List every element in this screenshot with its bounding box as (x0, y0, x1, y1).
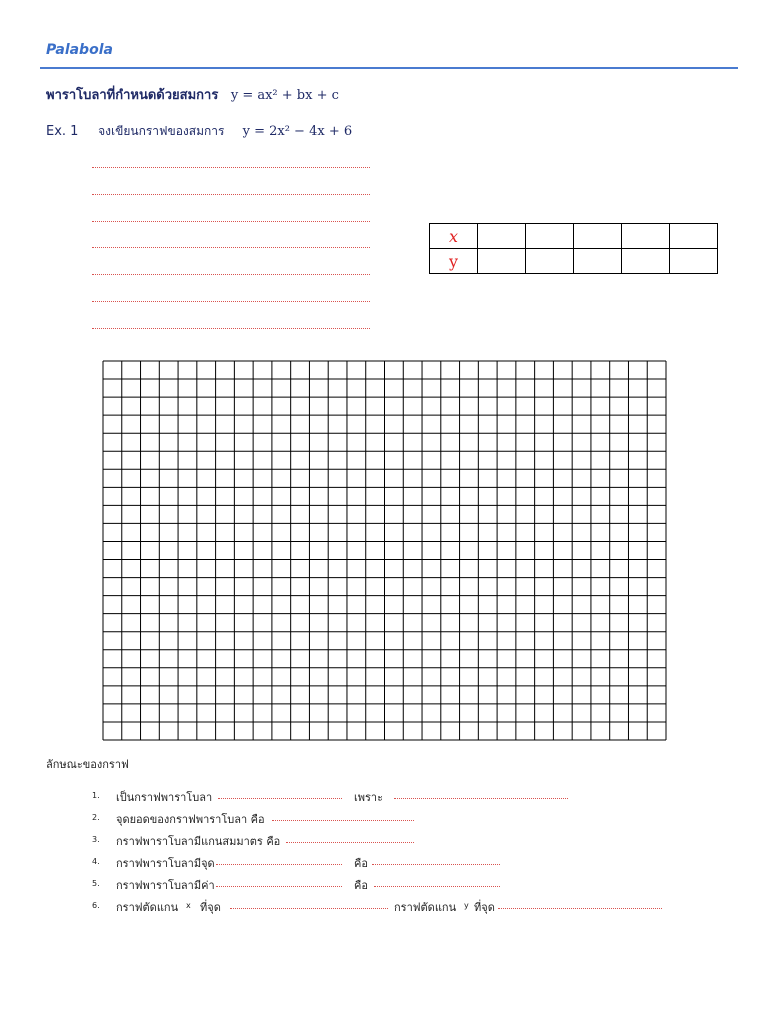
property-item-6 (92, 898, 692, 914)
table-cell[interactable] (478, 224, 526, 249)
topic-heading (46, 84, 339, 105)
x-label-cell: 𝑥 (430, 224, 478, 249)
item-text-b: ที่จุด (200, 901, 221, 914)
axis-x-label: x (186, 901, 191, 910)
answer-blank[interactable] (372, 864, 500, 865)
answer-line[interactable] (92, 194, 370, 195)
graph-grid-canvas[interactable] (102, 360, 667, 741)
answer-blank[interactable] (374, 886, 500, 887)
properties-title: ลักษณะของกราฟ (46, 758, 129, 771)
item-text: กราฟพาราโบลามีค่า (116, 879, 215, 892)
table-cell[interactable] (526, 224, 574, 249)
example-equation: y = 2x² − 4x + 6 (242, 124, 353, 139)
answer-blank[interactable] (216, 886, 342, 887)
table-cell[interactable] (574, 224, 622, 249)
item-text-2: คือ (354, 857, 368, 870)
answer-line[interactable] (92, 274, 370, 275)
answer-blank[interactable] (272, 820, 414, 821)
answer-blank[interactable] (286, 842, 414, 843)
table-cell[interactable] (622, 224, 670, 249)
item-number: 6. (92, 901, 100, 910)
topic-equation: y = ax² + bx + c (230, 88, 339, 103)
brand-title: Palabola (46, 42, 113, 58)
table-cell[interactable] (574, 249, 622, 274)
answer-line[interactable] (92, 167, 370, 168)
table-row-y (430, 249, 718, 274)
property-item-1 (92, 788, 692, 804)
answer-line[interactable] (92, 247, 370, 248)
item-text: เป็นกราฟพาราโบลา (116, 791, 213, 804)
property-item-3 (92, 832, 692, 848)
table-cell[interactable] (622, 249, 670, 274)
example-heading (46, 122, 352, 141)
table-cell[interactable] (670, 249, 718, 274)
item-text-2: เพราะ (354, 791, 384, 804)
y-label-cell: y (430, 249, 478, 274)
example-label: Ex. 1 (46, 124, 79, 139)
property-item-2 (92, 810, 692, 826)
item-number: 4. (92, 857, 100, 866)
item-text-2: คือ (354, 879, 368, 892)
topic-title: พาราโบลาที่กำหนดด้วยสมการ (46, 88, 219, 103)
table-cell[interactable] (670, 224, 718, 249)
header-divider (40, 67, 738, 69)
item-number: 1. (92, 791, 100, 800)
graph-grid[interactable] (102, 360, 667, 745)
answer-blank[interactable] (230, 908, 388, 909)
property-item-5 (92, 876, 692, 892)
xy-value-table (429, 223, 718, 274)
answer-blank[interactable] (218, 798, 342, 799)
example-instruction: จงเขียนกราฟของสมการ (98, 124, 225, 138)
table-cell[interactable] (478, 249, 526, 274)
table-cell[interactable] (526, 249, 574, 274)
item-number: 2. (92, 813, 100, 822)
item-text: จุดยอดของกราฟพาราโบลา คือ (116, 813, 265, 826)
answer-blank[interactable] (216, 864, 342, 865)
item-text: กราฟพาราโบลามีแกนสมมาตร คือ (116, 835, 281, 848)
item-number: 5. (92, 879, 100, 888)
answer-line[interactable] (92, 328, 370, 329)
axis-y-label: y (464, 901, 469, 910)
answer-line[interactable] (92, 301, 370, 302)
item-text: กราฟตัดแกน (116, 901, 179, 914)
answer-blank[interactable] (498, 908, 662, 909)
table-row-x (430, 224, 718, 249)
answer-blank[interactable] (394, 798, 568, 799)
item-text-c: ที่จุด (474, 901, 495, 914)
item-number: 3. (92, 835, 100, 844)
item-text: กราฟพาราโบลามีจุด (116, 857, 215, 870)
property-item-4 (92, 854, 692, 870)
item-text-2: กราฟตัดแกน (394, 901, 457, 914)
answer-line[interactable] (92, 221, 370, 222)
